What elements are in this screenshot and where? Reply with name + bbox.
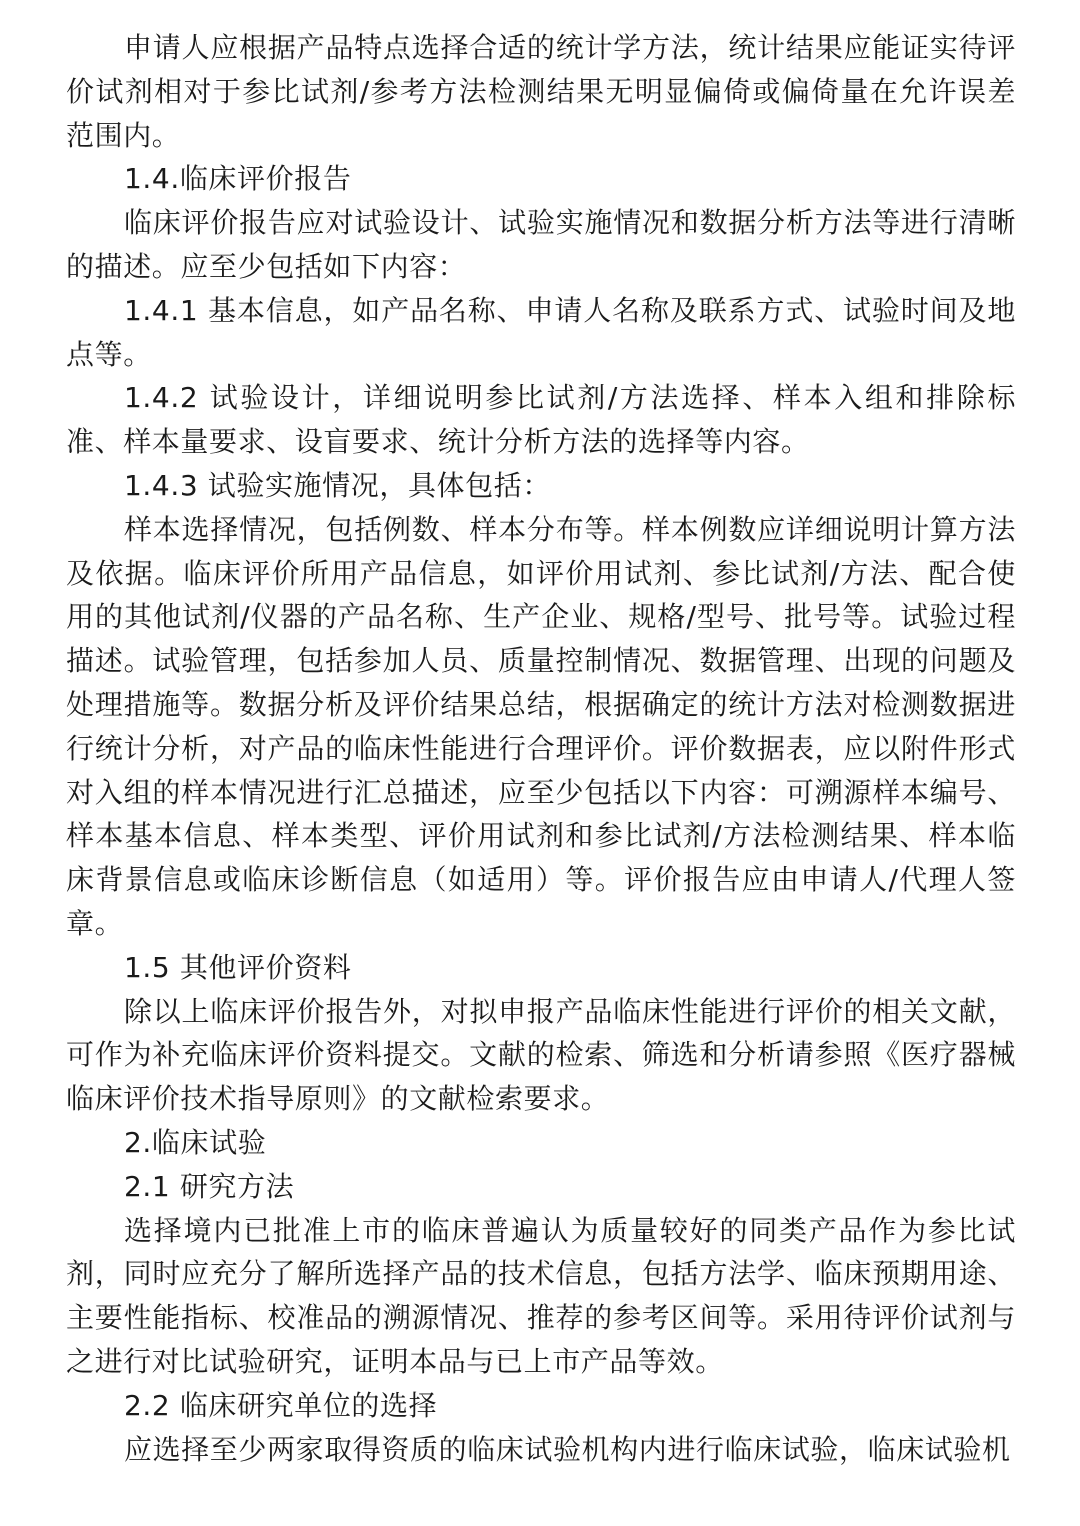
paragraph-research-unit: 应选择至少两家取得资质的临床试验机构内进行临床试验，临床试验机 (124, 1432, 1011, 1466)
heading-clinical-trial: 2.临床试验 (124, 1125, 267, 1159)
paragraph-basic-info: 1.4.1 基本信息，如产品名称、申请人名称及联系方式、试验时间及地点等。 (66, 293, 1016, 371)
heading-research-method: 2.1 研究方法 (124, 1169, 295, 1203)
paragraph-trial-design: 1.4.2 试验设计，详细说明参比试剂/方法选择、样本入组和排除标准、样本量要求、设盲要求、统计分析方法的选择等内容。 (66, 381, 1016, 459)
heading-trial-implementation: 1.4.3 试验实施情况，具体包括： (124, 468, 551, 502)
paragraph-sample-selection: 样本选择情况，包括例数、样本分布等。样本例数应详细说明计算方法及依据。临床评价所用产品信息，如评价用试剂、参比试剂/方法、配合使用的其他试剂/仪器的产品名称、生产企业、规格/型号、批号等。试验过程描述。试验管理，包括参加人员、质量控制情况、数据管理、出现的问题及处理措施等。数据分析及评价结果总结，根据确定的统计方法对检测数据进行统计分析，对产品的临床性能进行合理评价。评价数据表，应以附件形式对入组的样本情况进行汇总描述，应至少包括以下内容：可溯源样本编号、样本基本信息、样本类型、评价用试剂和参比试剂/方法检测结果、样本临床背景信息或临床诊断信息（如适用）等。评价报告应由申请人/代理人签章。 (66, 512, 1016, 940)
heading-research-unit: 2.2 临床研究单位的选择 (124, 1388, 438, 1422)
paragraph-report-intro: 临床评价报告应对试验设计、试验实施情况和数据分析方法等进行清晰的描述。应至少包括如下内容： (66, 206, 1016, 283)
paragraph-research-method: 选择境内已批准上市的临床普遍认为质量较好的同类产品作为参比试剂，同时应充分了解所选择产品的技术信息，包括方法学、临床预期用途、主要性能指标、校准品的溯源情况、推荐的参考区间等。采用待评价试剂与之进行对比试验研究，证明本品与已上市产品等效。 (66, 1213, 1016, 1378)
document-page (66, 26, 1016, 1471)
heading-clinical-report: 1.4.临床评价报告 (124, 162, 352, 196)
paragraph-literature: 除以上临床评价报告外，对拟申报产品临床性能进行评价的相关文献，可作为补充临床评价资料提交。文献的检索、筛选和分析请参照《医疗器械临床评价技术指导原则》的文献检索要求。 (66, 994, 1016, 1116)
heading-other-materials: 1.5 其他评价资料 (124, 950, 352, 984)
paragraph-statistics: 申请人应根据产品特点选择合适的统计学方法，统计结果应能证实待评价试剂相对于参比试剂/参考方法检测结果无明显偏倚或偏倚量在允许误差范围内。 (66, 31, 1016, 152)
